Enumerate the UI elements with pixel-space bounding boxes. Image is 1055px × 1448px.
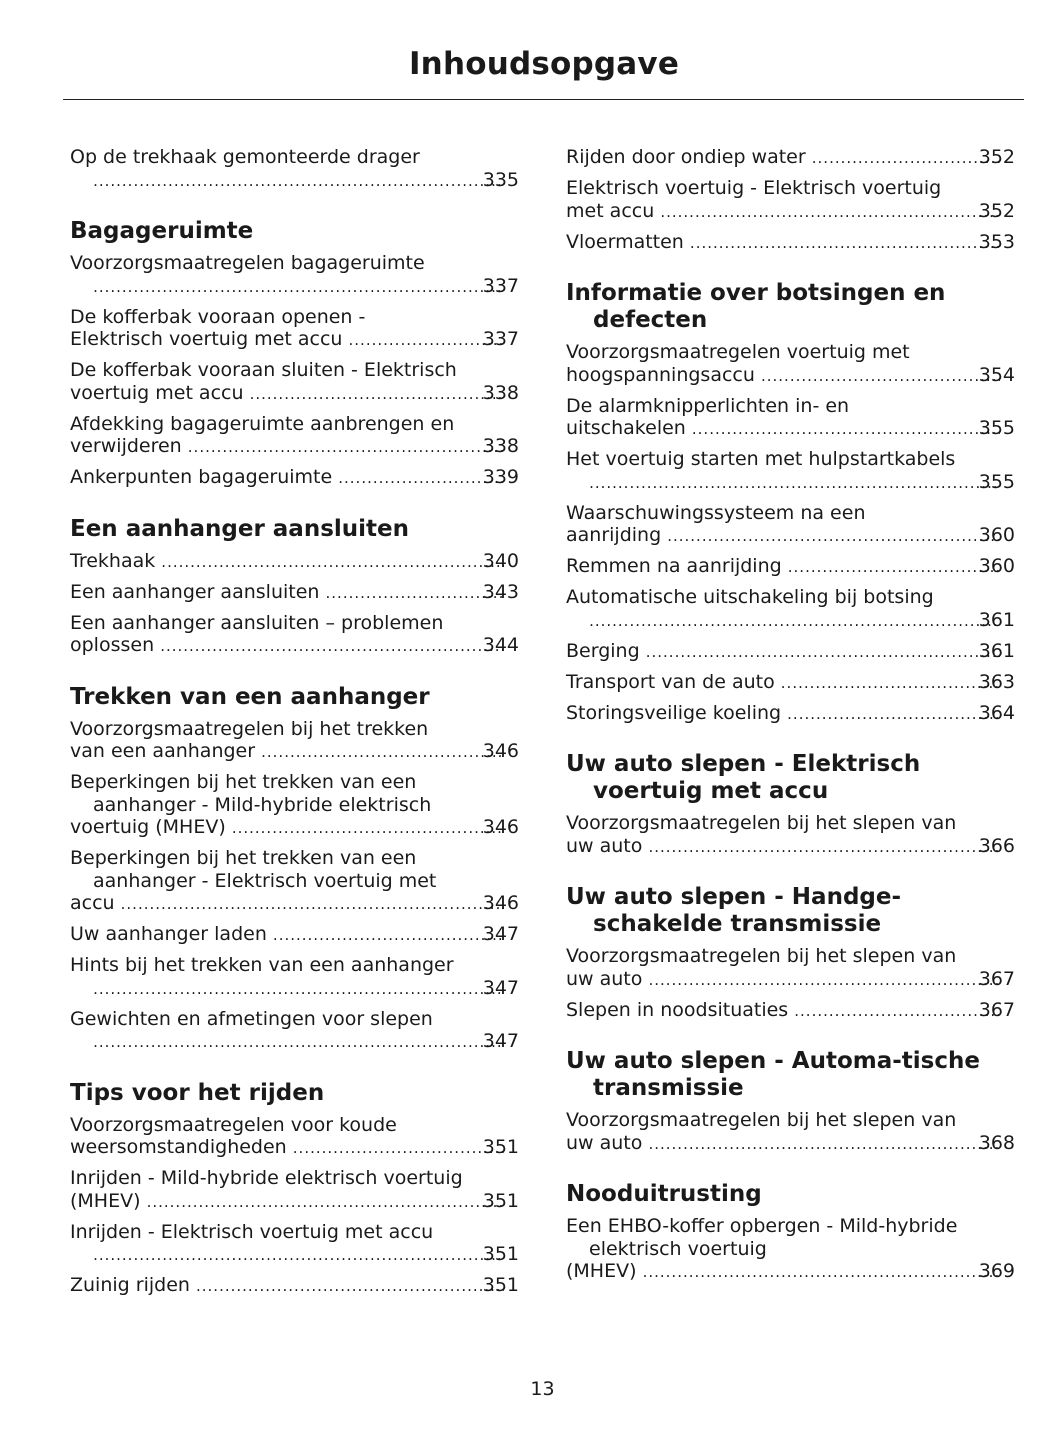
toc-entry[interactable]: [566, 177, 1015, 223]
toc-section: [70, 146, 519, 192]
toc-page-number[interactable]: 351: [482, 1274, 519, 1296]
toc-entry-title: Hints bij het trekken van een aanhanger: [70, 954, 454, 976]
toc-entry-title-end: oplossen: [70, 634, 155, 656]
dot-leader: [121, 893, 504, 916]
toc-entry-title-end: weersomstandigheden: [70, 1136, 287, 1158]
section-heading: Nooduitrusting: [566, 1181, 762, 1207]
dot-leader: [761, 365, 1000, 388]
dot-leader: [196, 1275, 504, 1298]
toc-entry-title-end: Een aanhanger aansluiten: [70, 580, 320, 603]
toc-page-number[interactable]: 346: [482, 740, 519, 762]
toc-entry-line: [566, 199, 1015, 224]
toc-page-number[interactable]: 343: [482, 580, 519, 603]
section-heading: Uw auto slepen - Automa-tische transmissie: [566, 1048, 980, 1101]
toc-entry[interactable]: [566, 555, 1015, 579]
toc-entry-title: Voorzorgsmaatregelen bagageruimte: [70, 252, 425, 274]
toc-entry-line: [70, 466, 519, 490]
toc-page-number[interactable]: 367: [978, 967, 1015, 990]
toc-entry-line: [589, 609, 1015, 633]
toc-entry-line: [70, 549, 519, 574]
dot-leader: [794, 1000, 1000, 1023]
toc-entry-line: [566, 834, 1015, 859]
section-heading: Trekken van een aanhanger: [70, 683, 430, 710]
toc-entry[interactable]: [566, 586, 1015, 632]
toc-entry-title-end: Slepen in noodsituaties: [566, 998, 789, 1021]
toc-entry-line: [566, 701, 1015, 726]
toc-entry[interactable]: [70, 306, 519, 352]
toc-page-number[interactable]: 361: [978, 608, 1015, 631]
toc-entry-line: [566, 1260, 1015, 1284]
dot-leader: [787, 703, 1000, 726]
dot-leader: [589, 610, 1000, 633]
toc-entry[interactable]: [70, 612, 519, 658]
toc-entry-line: [93, 275, 519, 299]
toc-entry[interactable]: [70, 550, 519, 574]
toc-section: [566, 884, 1015, 1022]
toc-page-number[interactable]: 367: [978, 998, 1015, 1021]
toc-entry[interactable]: [566, 999, 1015, 1023]
toc-entry-title-end: Vloermatten: [566, 230, 684, 253]
toc-entry-title: De kofferbak vooraan openen -: [70, 305, 366, 328]
toc-entry-title-end: uw auto: [566, 967, 643, 990]
toc-entry-line: [93, 977, 519, 1001]
toc-entry-title-end: Rijden door ondiep water: [566, 146, 806, 168]
toc-entry[interactable]: [566, 502, 1015, 548]
toc-entry-line: [70, 740, 519, 764]
toc-entry[interactable]: [566, 1109, 1015, 1155]
toc-entry[interactable]: [566, 671, 1015, 695]
toc-entry-title: Voorzorgsmaatregelen bij het trekken: [70, 717, 429, 740]
dot-leader: [273, 924, 504, 947]
toc-section: [566, 1048, 1015, 1155]
toc-entry-title: Elektrisch voertuig - Elektrisch voertuig: [566, 177, 942, 199]
toc-page-number[interactable]: 352: [978, 146, 1015, 168]
toc-entry[interactable]: [70, 1274, 519, 1298]
toc-entry-title: Op de trekhaak gemonteerde drager: [70, 146, 420, 168]
toc-entry-title-end: Ankerpunten bagageruimte: [70, 466, 333, 488]
toc-entry-line: [70, 381, 519, 406]
toc-page-number[interactable]: 335: [482, 168, 519, 191]
toc-entry-line: [70, 1136, 519, 1160]
toc-entry-line: [566, 363, 1015, 388]
toc-left-column: [70, 146, 519, 1324]
toc-section: [70, 516, 519, 658]
toc-entry-title: Beperkingen bij het trekken van een aanhanger - Elektrisch voertuig met: [70, 847, 437, 892]
dot-leader: [643, 1261, 1000, 1284]
dot-leader: [93, 276, 504, 299]
toc-entry-line: [566, 146, 1015, 170]
toc-page-number[interactable]: 346: [482, 892, 519, 914]
toc-page-number[interactable]: 344: [482, 634, 519, 656]
toc-section: [566, 751, 1015, 858]
toc-page-number[interactable]: 347: [482, 976, 519, 999]
dot-leader: [293, 1137, 504, 1160]
toc-page-number[interactable]: 346: [482, 816, 519, 838]
toc-entry-title-end: van een aanhanger: [70, 740, 256, 762]
toc-section: [566, 280, 1015, 725]
toc-entry-title-end: Zuinig rijden: [70, 1274, 190, 1296]
toc-entry-title-end: Elektrisch voertuig met accu: [70, 328, 343, 350]
toc-entry[interactable]: [70, 954, 519, 1000]
title-divider: [63, 99, 1024, 100]
dot-leader: [261, 741, 504, 764]
toc-page-number[interactable]: 353: [978, 230, 1015, 253]
dot-leader: [648, 969, 999, 992]
toc-section: [70, 684, 519, 1054]
toc-entry-title-end: Storingsveilige koeling: [566, 701, 782, 724]
dot-leader: [250, 383, 504, 406]
toc-entry-title: De alarmknipperlichten in- en: [566, 394, 850, 417]
section-heading: Informatie over botsingen en defecten: [566, 280, 946, 333]
dot-leader: [93, 1031, 504, 1054]
toc-entry-title: Voorzorgsmaatregelen bij het slepen van: [566, 945, 957, 967]
toc-page-number[interactable]: 364: [978, 701, 1015, 724]
toc-entry-line: [70, 816, 519, 840]
toc-entry[interactable]: [70, 252, 519, 298]
toc-entry-line: [566, 555, 1015, 579]
toc-entry[interactable]: [566, 395, 1015, 441]
toc-entry-title: Inrijden - Elektrisch voertuig met accu: [70, 1220, 434, 1243]
toc-entry-line: [93, 169, 519, 193]
toc-entry-line: [566, 998, 1015, 1023]
toc-entry[interactable]: [70, 466, 519, 490]
toc-entry-line: [566, 670, 1015, 695]
dot-leader: [147, 1191, 504, 1214]
dot-leader: [667, 525, 1000, 548]
toc-entry-title: Beperkingen bij het trekken van een aanhanger - Mild-hybride elektrisch: [70, 771, 432, 816]
toc-entry-title: Afdekking bagageruimte aanbrengen en: [70, 412, 455, 435]
toc-entry-title-end: Transport van de auto: [566, 670, 775, 693]
toc-entry[interactable]: [566, 341, 1015, 387]
toc-page-number[interactable]: 337: [482, 274, 519, 297]
toc-page-number[interactable]: 366: [978, 834, 1015, 857]
toc-page-number[interactable]: 351: [482, 1189, 519, 1212]
toc-entry-title-end: voertuig (MHEV): [70, 816, 226, 838]
toc-entry[interactable]: [70, 1167, 519, 1213]
toc-entry-title: Een EHBO-koffer opbergen - Mild-hybride elektrisch voertuig: [566, 1215, 958, 1260]
toc-page-number[interactable]: 347: [482, 1030, 519, 1052]
dot-leader: [648, 836, 999, 859]
toc-entry-title: Voorzorgsmaatregelen bij het slepen van: [566, 1109, 957, 1131]
toc-entry[interactable]: [70, 847, 519, 916]
dot-leader: [93, 1244, 504, 1267]
toc-entry[interactable]: [70, 1221, 519, 1267]
toc-entry-title-end: Trekhaak: [70, 549, 156, 572]
toc-entry-line: [566, 417, 1015, 441]
toc-page-number[interactable]: 339: [482, 466, 519, 488]
toc-page-number[interactable]: 360: [978, 555, 1015, 577]
section-heading: Uw auto slepen - Elektrisch voertuig met accu: [566, 751, 921, 804]
toc-entry-title-end: (MHEV): [70, 1189, 141, 1212]
dot-leader: [646, 641, 1000, 664]
toc-entry-line: [70, 1274, 519, 1298]
toc-page-number[interactable]: 360: [978, 524, 1015, 546]
dot-leader: [325, 582, 503, 605]
toc-entry-title: Het voertuig starten met hulpstartkabels: [566, 448, 956, 470]
toc-page-number[interactable]: 338: [482, 435, 519, 457]
toc-page-number[interactable]: 368: [978, 1131, 1015, 1154]
dot-leader: [648, 1133, 999, 1156]
toc-page-number[interactable]: 352: [978, 199, 1015, 222]
dot-leader: [812, 147, 1000, 170]
toc-page-number[interactable]: 361: [978, 639, 1015, 662]
toc-entry-title: Inrijden - Mild-hybride elektrisch voertuig: [70, 1167, 463, 1189]
dot-leader: [660, 201, 999, 224]
toc-entry-line: [70, 328, 519, 352]
toc-entry-line: [589, 471, 1015, 495]
dot-leader: [338, 467, 504, 490]
toc-entry-title: Een aanhanger aansluiten – problemen: [70, 611, 444, 634]
toc-entry-title: Gewichten en afmetingen voor slepen: [70, 1007, 433, 1030]
toc-entry[interactable]: [566, 448, 1015, 494]
toc-entry[interactable]: [566, 812, 1015, 858]
toc-entry-title-end: hoogspanningsaccu: [566, 363, 755, 386]
toc-entry-line: [70, 634, 519, 658]
toc-entry[interactable]: [566, 640, 1015, 664]
page-number: 13: [530, 1378, 555, 1400]
toc-entry[interactable]: [70, 146, 519, 192]
toc-page-number[interactable]: 369: [978, 1260, 1015, 1282]
toc-entry-title-end: met accu: [566, 199, 655, 222]
toc-page-number[interactable]: 363: [978, 670, 1015, 693]
dot-leader: [232, 817, 504, 840]
toc-entry-title-end: uw auto: [566, 834, 643, 857]
toc-entry-title-end: aanrijding: [566, 524, 662, 546]
dot-leader: [161, 551, 504, 574]
section-heading: Een aanhanger aansluiten: [70, 515, 410, 542]
toc-entry-title-end: Uw aanhanger laden: [70, 923, 267, 945]
toc-entry[interactable]: [566, 702, 1015, 726]
toc-entry-line: [70, 892, 519, 916]
section-heading: Bagageruimte: [70, 218, 254, 244]
dot-leader: [690, 232, 1000, 255]
toc-page-number[interactable]: 351: [482, 1136, 519, 1158]
dot-leader: [348, 329, 503, 352]
toc-page-number[interactable]: 337: [482, 328, 519, 350]
page-title: Inhoudsopgave: [408, 46, 680, 82]
toc-page-number[interactable]: 355: [978, 470, 1015, 493]
toc-section: [566, 146, 1015, 254]
toc-entry-title: Voorzorgsmaatregelen voertuig met: [566, 341, 910, 363]
toc-section: [566, 1181, 1015, 1284]
toc-page-number[interactable]: 351: [482, 1243, 519, 1265]
dot-leader: [692, 418, 1000, 441]
toc-entry-line: [70, 1189, 519, 1214]
toc-entry[interactable]: [70, 359, 519, 405]
toc-section: [70, 218, 519, 490]
toc-entry-line: [93, 1243, 519, 1267]
toc-entry-line: [93, 1030, 519, 1054]
toc-entry-title: Voorzorgsmaatregelen voor koude: [70, 1113, 397, 1136]
dot-leader: [93, 170, 504, 193]
toc-entry[interactable]: [566, 146, 1015, 170]
toc-entry-line: [70, 580, 519, 605]
toc-entry-line: [566, 1131, 1015, 1156]
dot-leader: [788, 556, 1000, 579]
toc-entry[interactable]: [70, 1114, 519, 1160]
dot-leader: [93, 978, 504, 1001]
toc-entry-line: [566, 639, 1015, 664]
toc-entry-line: [566, 967, 1015, 992]
toc-page-number[interactable]: 354: [978, 363, 1015, 386]
toc-entry[interactable]: [70, 413, 519, 459]
toc-entry-line: [70, 435, 519, 459]
toc-entry[interactable]: [566, 231, 1015, 255]
toc-entry-title-end: (MHEV): [566, 1260, 637, 1282]
section-heading: Tips voor het rijden: [70, 1079, 325, 1106]
dot-leader: [589, 472, 1000, 495]
section-heading: Uw auto slepen - Handge-schakelde transmissie: [566, 884, 902, 937]
toc-entry-title: De kofferbak vooraan sluiten - Elektrisch: [70, 359, 457, 381]
toc-entry-line: [566, 230, 1015, 255]
toc-entry[interactable]: [70, 581, 519, 605]
toc-page-number[interactable]: 340: [482, 549, 519, 572]
toc-entry-title-end: verwijderen: [70, 435, 182, 457]
toc-entry-title: Voorzorgsmaatregelen bij het slepen van: [566, 812, 957, 834]
toc-entry[interactable]: [70, 1008, 519, 1054]
toc-entry[interactable]: [70, 771, 519, 840]
toc-page-number[interactable]: 338: [482, 381, 519, 404]
toc-entry-title-end: uw auto: [566, 1131, 643, 1154]
dot-leader: [781, 672, 1000, 695]
toc-entry-title-end: uitschakelen: [566, 417, 686, 439]
toc-right-column: [566, 146, 1015, 1310]
toc-entry-title-end: Remmen na aanrijding: [566, 555, 782, 577]
toc-entry[interactable]: [70, 923, 519, 947]
toc-entry[interactable]: [70, 718, 519, 764]
toc-entry-line: [566, 524, 1015, 548]
toc-page-number[interactable]: 347: [482, 923, 519, 945]
toc-entry[interactable]: [566, 945, 1015, 991]
toc-entry-title-end: Berging: [566, 639, 640, 662]
dot-leader: [188, 436, 504, 459]
toc-entry-title-end: voertuig met accu: [70, 381, 244, 404]
toc-page-number[interactable]: 355: [978, 417, 1015, 439]
dot-leader: [160, 635, 504, 658]
toc-entry-title: Waarschuwingssysteem na een: [566, 501, 866, 524]
toc-entry-title: Automatische uitschakeling bij botsing: [566, 586, 934, 608]
toc-entry-title-end: accu: [70, 892, 115, 914]
toc-entry-line: [70, 923, 519, 947]
toc-section: [70, 1080, 519, 1298]
toc-entry[interactable]: [566, 1215, 1015, 1284]
